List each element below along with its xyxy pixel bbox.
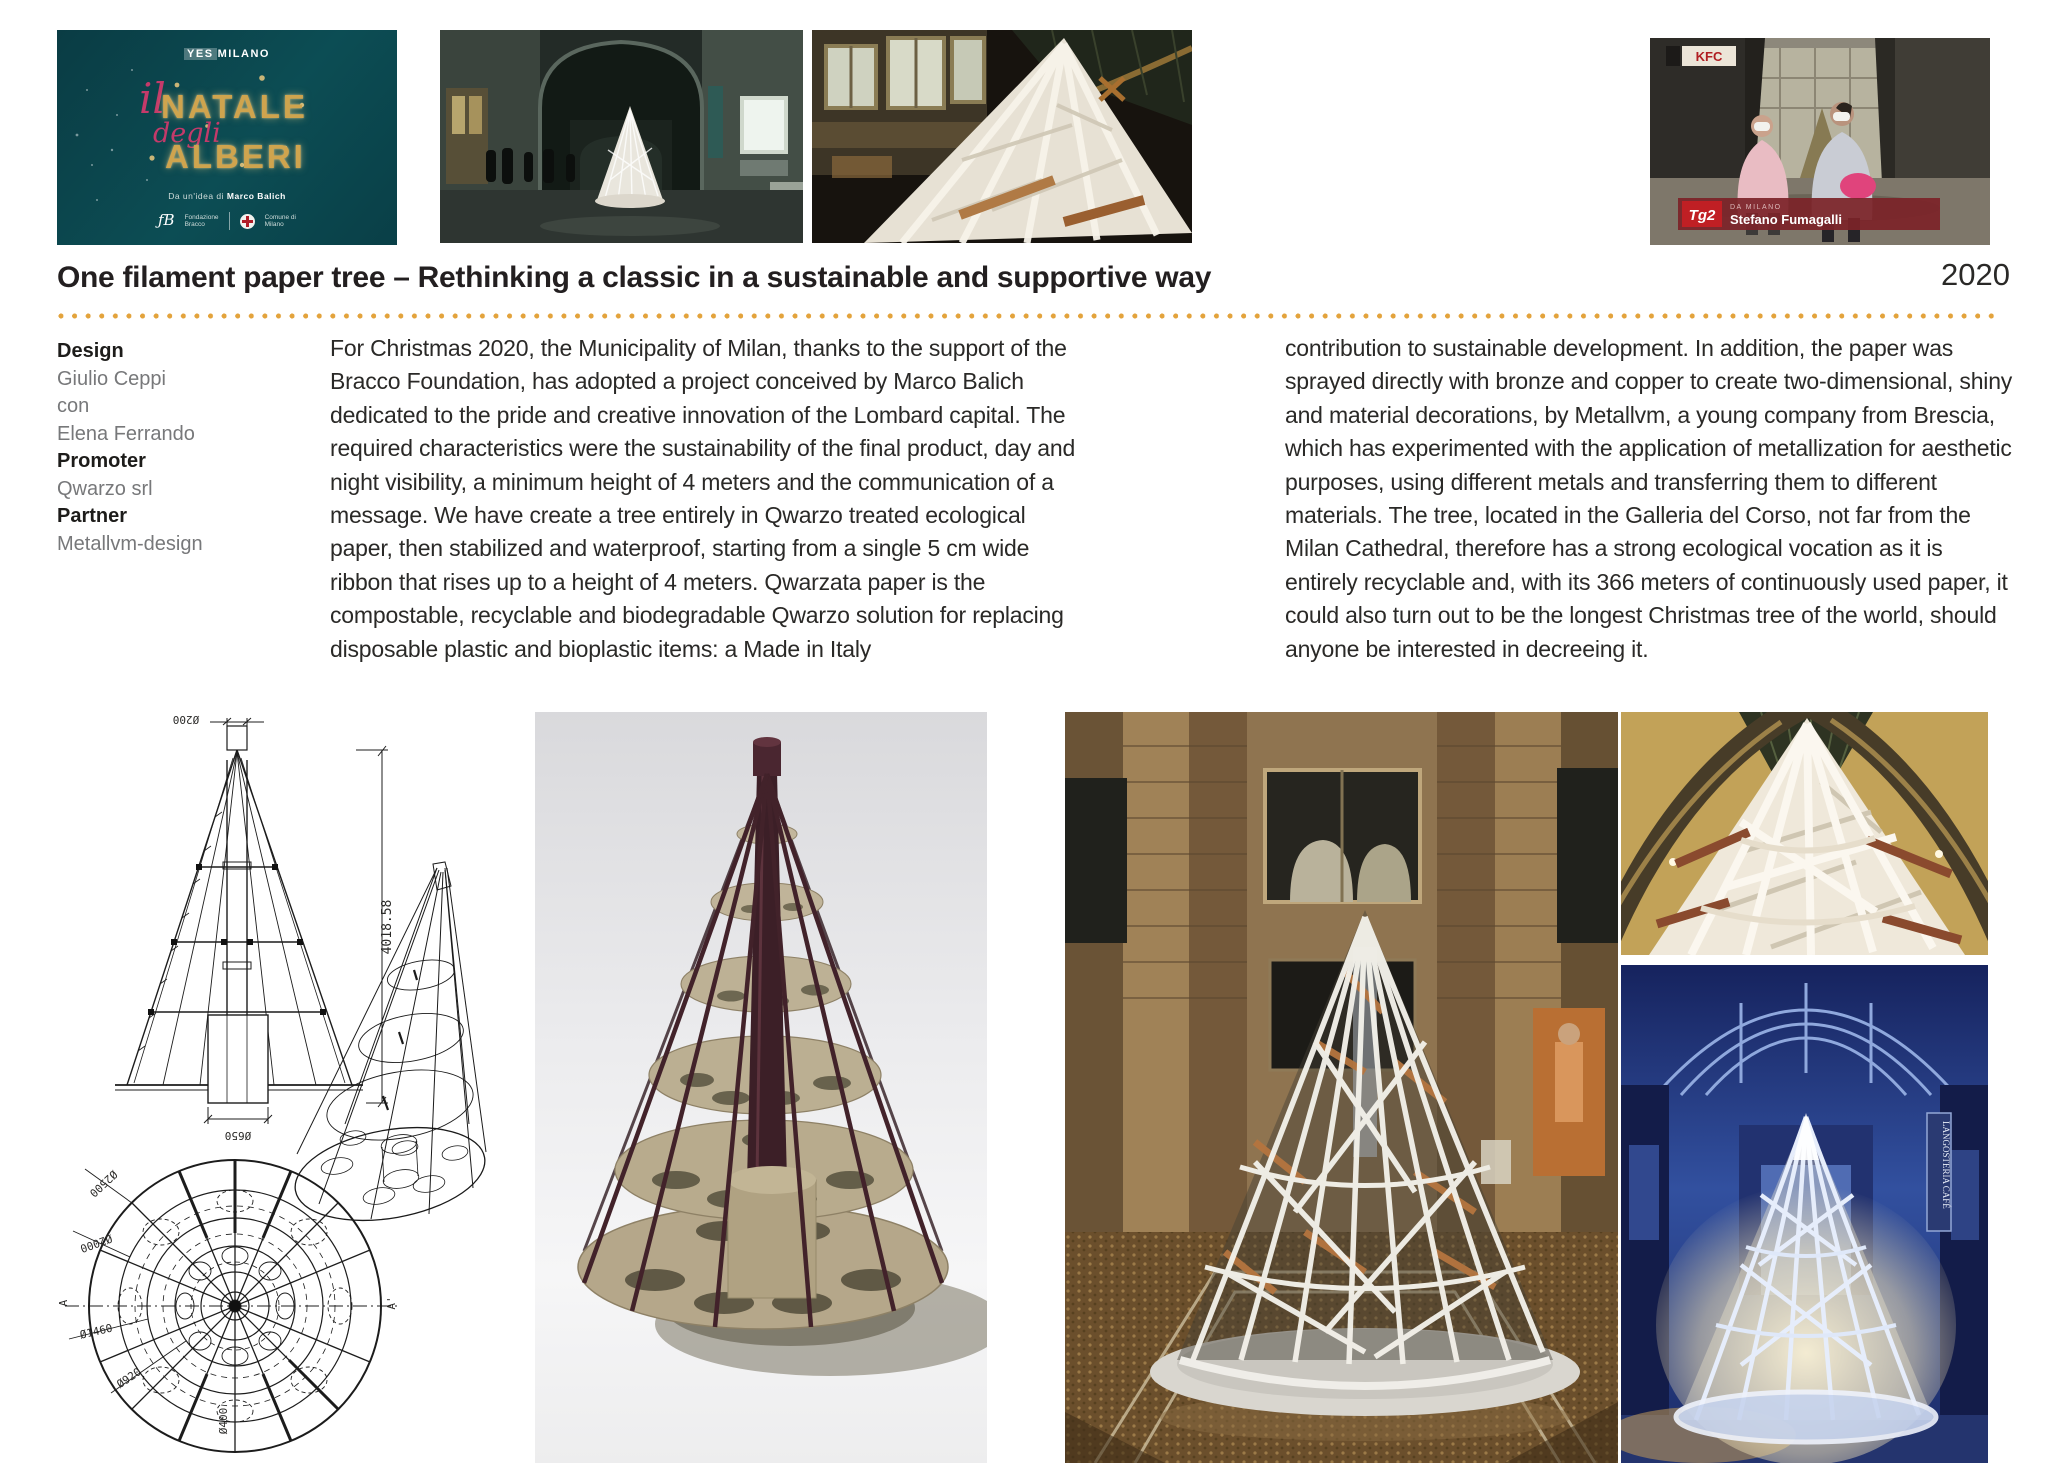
wireframe-cone-sketch — [287, 852, 522, 1252]
svg-text:Tg2: Tg2 — [1688, 207, 1716, 224]
top-diameter-dimension: Ø200 — [172, 713, 200, 726]
upper-window — [1265, 770, 1420, 902]
plan-diameter-2000: Ø2000 — [78, 1231, 114, 1256]
page-year: 2020 — [1941, 257, 2010, 292]
partner-label: Partner — [57, 505, 128, 527]
svg-text:DA MILANO: DA MILANO — [1730, 204, 1782, 211]
poster-natale-degli-alberi — [57, 30, 397, 245]
svg-text:Stefano Fumagalli: Stefano Fumagalli — [1730, 212, 1842, 227]
photo-tree-apex-closeup — [812, 30, 1192, 243]
credits-block — [57, 338, 297, 558]
page-title: One filament paper tree – Rethinking a classic in a sustainable and supportive way — [57, 261, 1212, 294]
right-window — [1557, 768, 1618, 943]
body-column-1: For Christmas 2020, the Municipality of Milan, thanks to the support of the Bracco Foundation, has adopted a project conceived by Marco Balich dedicated to the pride and creative innovation of the Lombard capital. The required characteristics were the sustainability of the final product, day and night visibility, a minimum height of 4 meters and the communication of a message. We have create a tree entirely in Qwarzo treated ecological paper, then stabilized and waterproof, starting from a single 5 cm wide ribbon that rises up to a height of 4 meters. Qwarzata paper is the compostable, recyclable and biodegradable Qwarzo solution for replacing disposable plastic and bioplastic items: a Made in Italy — [330, 335, 1076, 662]
design-con: con — [57, 395, 90, 417]
partner-name: Metallvm-design — [57, 532, 203, 555]
plan-diameter-920: Ø920 — [114, 1365, 144, 1391]
lit-vitrine — [1533, 1008, 1605, 1176]
section-marker-a-prime: A' — [385, 1296, 398, 1310]
plan-diameter-2500: Ø2500 — [86, 1167, 120, 1200]
plan-diameter-400: Ø400 — [217, 1407, 230, 1435]
langosteria-sign — [1927, 1113, 1951, 1231]
plan-diameter-1460: Ø1460 — [78, 1321, 114, 1342]
photo-galleria-night-wide — [440, 30, 803, 243]
fondazione-bracco-label: Fondazione Bracco — [184, 213, 219, 228]
center-cylinder — [380, 1132, 421, 1191]
comune-di-milano-crest-icon — [240, 214, 255, 229]
designer-name-2: Elena Ferrando — [57, 422, 195, 445]
comune-di-milano-label: Comune di Milano — [264, 213, 296, 228]
dotted-rule — [57, 312, 1997, 320]
base-diameter-dimension: Ø650 — [224, 1129, 252, 1142]
promoter-name: Qwarzo srl — [57, 477, 153, 500]
tg2-lower-third — [1678, 198, 1940, 230]
yesmilano-logo: YES MILANO — [57, 48, 397, 60]
photo-tree-galleria-del-corso — [1065, 712, 1618, 1463]
leader-lines — [69, 1169, 235, 1445]
svg-text:KFC: KFC — [1695, 49, 1723, 64]
body-column-2: contribution to sustainable development. In addition, the paper was sprayed directly with bronze and copper to create two-dimensional, shiny and material decorations, by Metallvm, a young company from Brescia, which has experimented with the application of metallization for aesthetic purposes, using different metals and transferring them to different materials. The tree, located in the Galleria del Corso, not far from the Milan Cathedral, therefore has a strong ecological vocation as it is entirely recyclable and, with its 366 meters of continuously used paper, it could also turn out to be the longest Christmas tree of the world, should anyone be interested in decreeing it. — [1285, 335, 2013, 662]
poster-word-degli: degli — [153, 118, 221, 149]
langosteria-sign-text: LANGOSTERIA CAFÉ — [1941, 1121, 1951, 1209]
poster-word-alberi: ALBERI — [165, 138, 306, 175]
poster-partner-logos — [57, 212, 397, 230]
render-3d-cone — [535, 712, 987, 1463]
promoter-label: Promoter — [57, 450, 146, 472]
height-dimension: 4018.58 — [380, 899, 395, 955]
poster-word-natale: NATALE — [161, 88, 308, 125]
left-window — [1065, 778, 1127, 943]
photo-tree-golden-vault — [1621, 712, 1988, 955]
designer-name: Giulio Ceppi — [57, 367, 166, 390]
poster-credit: Da un'idea di Marco Balich — [168, 191, 286, 201]
fondazione-bracco-mark: ƒB — [158, 211, 175, 230]
tv-news-still — [1650, 38, 1990, 245]
logo-divider — [229, 212, 230, 230]
poster-word-il: il — [139, 74, 166, 123]
kfc-sign — [1666, 46, 1736, 66]
design-label: Design — [57, 340, 124, 362]
section-marker-a: A — [57, 1299, 70, 1307]
plaque — [1481, 1140, 1511, 1184]
photo-tree-blue-night — [1621, 965, 1988, 1463]
